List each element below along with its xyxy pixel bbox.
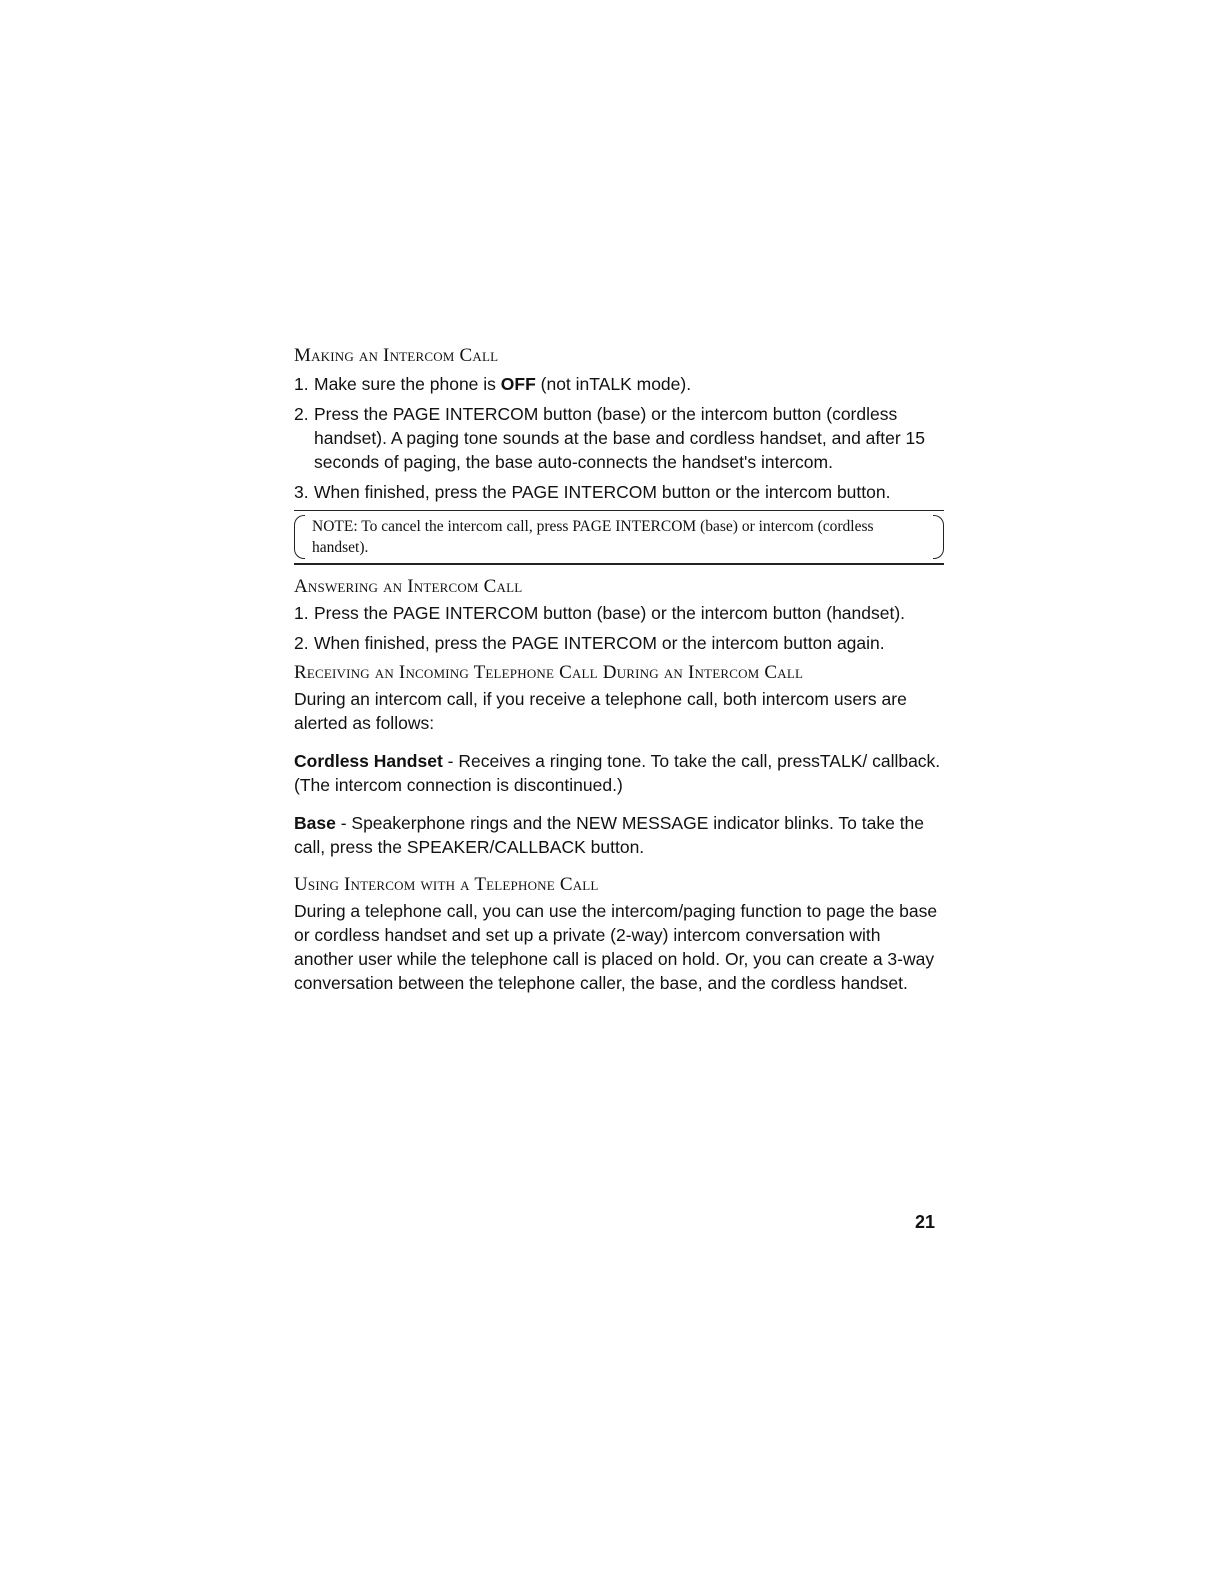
step-text: Press the PAGE INTERCOM button (base) or the intercom button (cordless handset). A paging tone sounds at the base and cordless handset, and after 15 seconds of paging, the base auto-connects the handset's intercom. [314, 404, 926, 472]
base-label: Base [294, 813, 336, 833]
page-content [294, 344, 944, 1009]
step-text-end: (not inTALK mode). [535, 374, 692, 394]
base-paragraph [294, 811, 944, 859]
step-number: 2. [294, 633, 309, 653]
step-number: 2. [294, 404, 309, 424]
using-body: During a telephone call, you can use the intercom/paging function to page the base or cordless handset and set up a private (2-way) intercom conversation with another user while the telephone call is placed on hold. Or, you can create a 3-way conversation between the telephone caller, the base, and the cordless handset. [294, 901, 938, 993]
page-number: 21 [915, 1212, 936, 1232]
step-number: 1. [294, 374, 309, 394]
handset-paragraph [294, 749, 944, 797]
receiving-intro: During an intercom call, if you receive a telephone call, both intercom users are alerted as follows: [294, 689, 907, 733]
handset-text: - Receives a ringing tone. To take the call, pressTALK/ callback. (The intercom connection is discontinued.) [294, 751, 941, 795]
step-text: Press the PAGE INTERCOM button (base) or the intercom button (handset). [314, 603, 906, 623]
heading-using-intercom: Using Intercom with a Telephone Call [294, 874, 599, 895]
note-box [294, 510, 944, 565]
step-number: 1. [294, 603, 309, 623]
step-text: When finished, press the PAGE INTERCOM button or the intercom button. [314, 482, 891, 502]
handset-label: Cordless Handset [294, 751, 443, 771]
list-item [294, 372, 944, 396]
step-bold-word: OFF [500, 374, 536, 394]
list-item [294, 402, 944, 474]
step-number: 3. [294, 482, 309, 502]
list-item [294, 631, 944, 655]
step-text: When finished, press the PAGE INTERCOM or the intercom button again. [314, 633, 885, 653]
list-item [294, 480, 944, 504]
heading-making-intercom-call: Making an Intercom Call [294, 345, 499, 366]
list-item [294, 601, 944, 625]
heading-receiving-call: Receiving an Incoming Telephone Call During an Intercom Call [294, 662, 804, 683]
note-text: To cancel the intercom call, press PAGE INTERCOM (base) or intercom (cordless handset). [312, 518, 874, 556]
base-text: - Speakerphone rings and the NEW MESSAGE indicator blinks. To take the call, press the SPEAKER/CALLBACK button. [294, 813, 925, 857]
answering-steps-list [294, 601, 944, 655]
note-label: NOTE: [312, 518, 358, 535]
heading-answering-intercom-call: Answering an Intercom Call [294, 576, 523, 597]
step-text: Make sure the phone is [314, 374, 501, 394]
making-steps-list [294, 372, 944, 504]
